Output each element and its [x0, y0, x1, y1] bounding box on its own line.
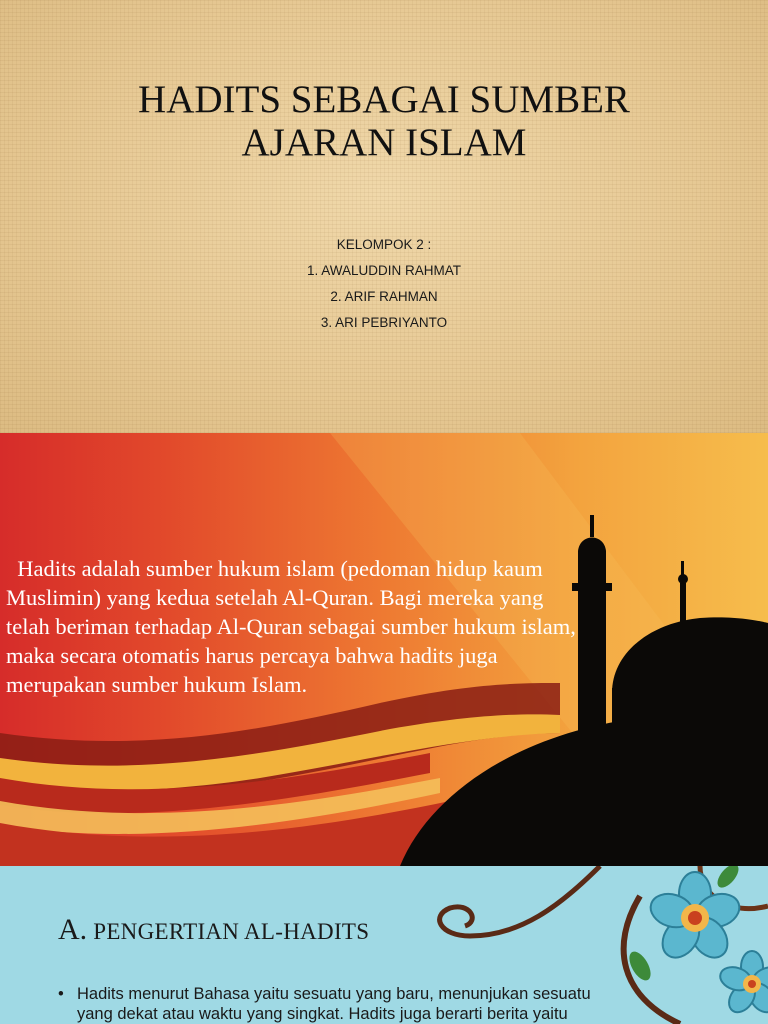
definition-slide: [0, 433, 768, 866]
swirl-icon: [440, 866, 600, 936]
bullet-item: [58, 984, 758, 1024]
bullet-line-2: yang dekat atau waktu yang singkat. Hadits juga berarti berita yaitu: [77, 1005, 568, 1023]
slide-title-line-1: HADITS SEBAGAI SUMBER: [138, 78, 630, 121]
heading-text: PENGERTIAN AL-HADITS: [87, 919, 370, 944]
slide-title-line-2: AJARAN ISLAM: [241, 121, 527, 164]
heading-letter: A.: [58, 913, 88, 946]
flower-icon: [646, 872, 743, 965]
paragraph-line-2: Muslimin) yang kedua setelah Al-Quran. Bagi mereka yang: [6, 585, 544, 610]
paragraph-line-1: Hadits adalah sumber hukum islam (pedoman hidup kaum: [6, 556, 543, 581]
title-slide: [0, 0, 768, 433]
definition-paragraph: [6, 554, 746, 699]
hadits-definition-slide: [0, 866, 768, 1024]
bullet-dot: •: [58, 985, 64, 1003]
leaf-icon: [714, 866, 743, 891]
section-heading: [58, 913, 369, 947]
paragraph-line-4: maka secara otomatis harus percaya bahwa hadits juga: [6, 643, 498, 668]
bullet-line-1: Hadits menurut Bahasa yaitu sesuatu yang baru, menunjukan sesuatu: [77, 985, 591, 1003]
member-3: 3. ARI PEBRIYANTO: [320, 315, 448, 330]
group-members: [0, 232, 768, 336]
member-1: 1. AWALUDDIN RAHMAT: [306, 263, 462, 278]
slide-title: [0, 78, 768, 164]
member-2: 2. ARIF RAHMAN: [330, 289, 438, 304]
paragraph-line-3: telah beriman terhadap Al-Quran sebagai sumber hukum islam,: [6, 614, 576, 639]
group-label: KELOMPOK 2 :: [336, 237, 432, 252]
paragraph-line-5: merupakan sumber hukum Islam.: [6, 672, 308, 697]
